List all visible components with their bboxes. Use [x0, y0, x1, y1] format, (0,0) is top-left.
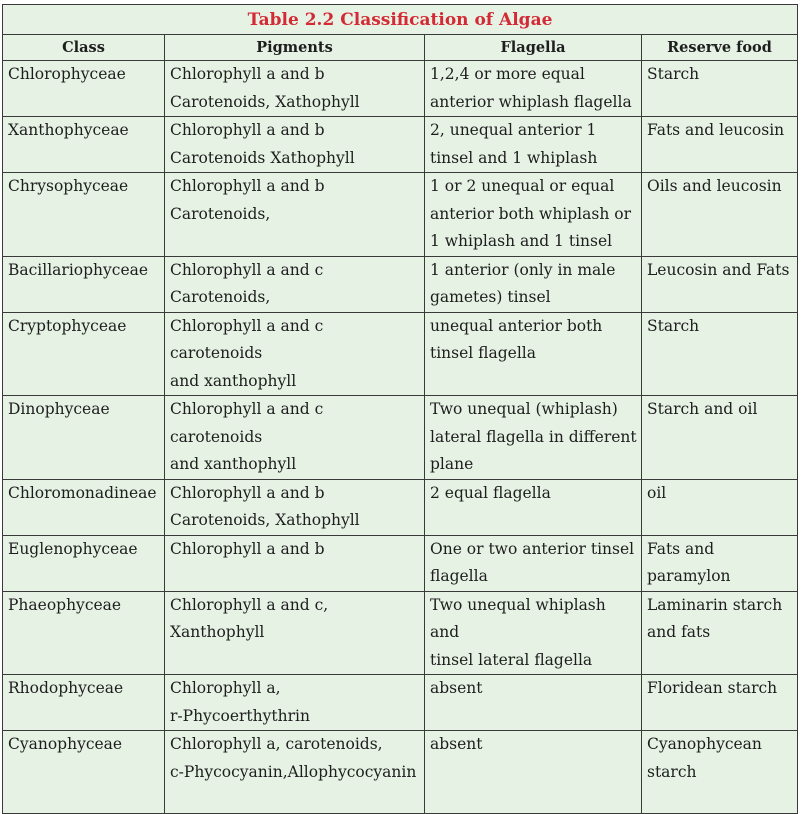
- cell-pigments: Chlorophyll a and c Carotenoids,: [165, 256, 425, 312]
- table-row: [3, 256, 798, 312]
- cell-flagella: absent: [425, 731, 642, 814]
- cell-pigments: Chlorophyll a and b: [165, 535, 425, 591]
- algae-classification-table: [2, 4, 798, 814]
- table-row: [3, 675, 798, 731]
- table-row: [3, 479, 798, 535]
- table-row: [3, 117, 798, 173]
- classification-table-container: [2, 4, 797, 814]
- cell-reserve-food: Leucosin and Fats: [642, 256, 798, 312]
- cell-class: Chloromonadineae: [3, 479, 165, 535]
- cell-flagella: Two unequal (whiplash) lateral flagella in different plane: [425, 396, 642, 480]
- table-row: [3, 173, 798, 257]
- table-row: [3, 61, 798, 117]
- cell-pigments: Chlorophyll a and b Carotenoids Xathophyll: [165, 117, 425, 173]
- cell-reserve-food: Laminarin starch and fats: [642, 591, 798, 675]
- cell-reserve-food: Fats and leucosin: [642, 117, 798, 173]
- cell-pigments: Chlorophyll a and c carotenoids and xanthophyll: [165, 312, 425, 396]
- cell-flagella: One or two anterior tinsel flagella: [425, 535, 642, 591]
- cell-class: Rhodophyceae: [3, 675, 165, 731]
- cell-pigments: Chlorophyll a, carotenoids, c-Phycocyanin,Allophycocyanin: [165, 731, 425, 814]
- cell-class: Bacillariophyceae: [3, 256, 165, 312]
- cell-reserve-food: Starch and oil: [642, 396, 798, 480]
- table-title: Table 2.2 Classification of Algae: [3, 5, 798, 35]
- cell-class: Cryptophyceae: [3, 312, 165, 396]
- cell-reserve-food: Fats and paramylon: [642, 535, 798, 591]
- column-header-pigments: Pigments: [165, 35, 425, 61]
- header-row: [3, 35, 798, 61]
- column-header-flagella: Flagella: [425, 35, 642, 61]
- table-row: [3, 535, 798, 591]
- cell-pigments: Chlorophyll a, r-Phycoerthythrin: [165, 675, 425, 731]
- cell-reserve-food: Floridean starch: [642, 675, 798, 731]
- cell-class: Chrysophyceae: [3, 173, 165, 257]
- title-row: [3, 5, 798, 35]
- table-row: [3, 591, 798, 675]
- cell-flagella: 1 or 2 unequal or equal anterior both whiplash or 1 whiplash and 1 tinsel: [425, 173, 642, 257]
- cell-flagella: 2 equal flagella: [425, 479, 642, 535]
- cell-flagella: 2, unequal anterior 1 tinsel and 1 whiplash: [425, 117, 642, 173]
- cell-reserve-food: oil: [642, 479, 798, 535]
- cell-class: Xanthophyceae: [3, 117, 165, 173]
- cell-flagella: 1,2,4 or more equal anterior whiplash flagella: [425, 61, 642, 117]
- cell-flagella: absent: [425, 675, 642, 731]
- table-body: [3, 61, 798, 814]
- table-row: [3, 312, 798, 396]
- table-row: [3, 731, 798, 814]
- cell-reserve-food: Oils and leucosin: [642, 173, 798, 257]
- cell-class: Dinophyceae: [3, 396, 165, 480]
- cell-reserve-food: Starch: [642, 61, 798, 117]
- cell-pigments: Chlorophyll a and b Carotenoids, Xathophyll: [165, 61, 425, 117]
- column-header-class: Class: [3, 35, 165, 61]
- cell-class: Chlorophyceae: [3, 61, 165, 117]
- cell-class: Euglenophyceae: [3, 535, 165, 591]
- cell-reserve-food: Starch: [642, 312, 798, 396]
- cell-pigments: Chlorophyll a and b Carotenoids,: [165, 173, 425, 257]
- cell-pigments: Chlorophyll a and b Carotenoids, Xathophyll: [165, 479, 425, 535]
- cell-reserve-food: Cyanophycean starch: [642, 731, 798, 814]
- cell-pigments: Chlorophyll a and c, Xanthophyll: [165, 591, 425, 675]
- table-row: [3, 396, 798, 480]
- cell-flagella: unequal anterior both tinsel flagella: [425, 312, 642, 396]
- cell-class: Phaeophyceae: [3, 591, 165, 675]
- cell-flagella: 1 anterior (only in male gametes) tinsel: [425, 256, 642, 312]
- cell-pigments: Chlorophyll a and c carotenoids and xanthophyll: [165, 396, 425, 480]
- column-header-reserve-food: Reserve food: [642, 35, 798, 61]
- cell-flagella: Two unequal whiplash and tinsel lateral flagella: [425, 591, 642, 675]
- cell-class: Cyanophyceae: [3, 731, 165, 814]
